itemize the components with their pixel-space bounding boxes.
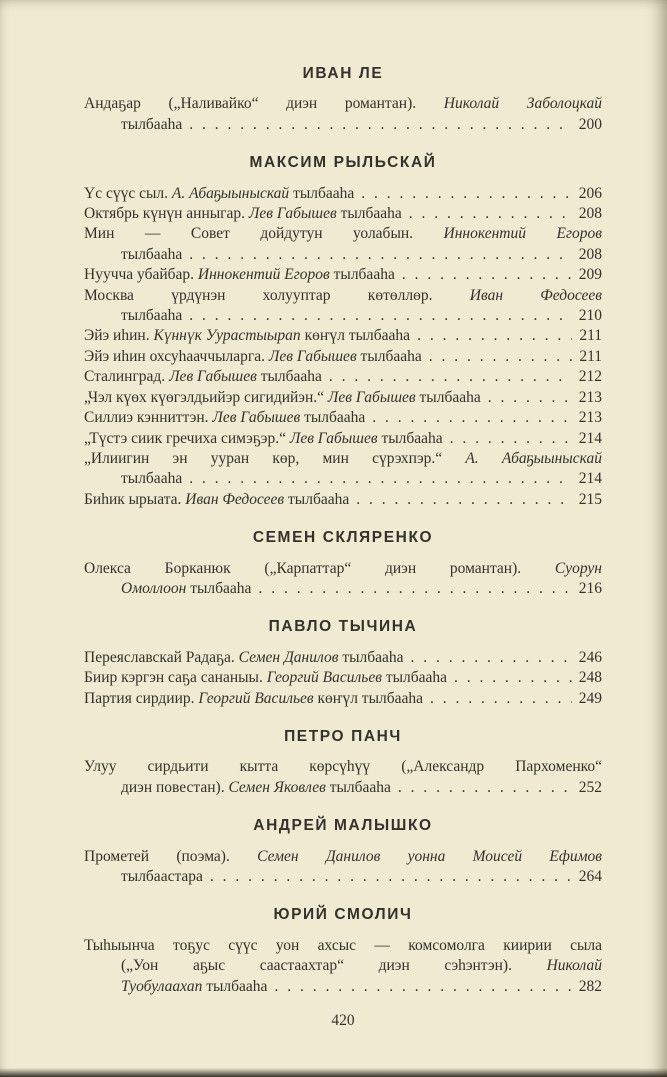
toc-entry [84,648,602,668]
entry-text-run: тылбааһа [300,409,366,427]
entry-text [84,668,447,688]
toc-entry [84,347,602,367]
entry-page-number: 214 [578,429,602,447]
entry-text [84,490,349,510]
entry-text [121,957,602,974]
toc-entry-line [84,367,602,387]
entry-page-number: 208 [578,245,602,263]
entry-text-run: көҥүл тылбааһа [300,327,411,345]
entry-text-run: Тыһыынча тоҕус сүүс уон ахсыс — комсомолга киирии сыла [84,936,602,954]
entry-page-number: 210 [578,307,602,325]
toc-entry-line [84,204,602,224]
dot-leader [258,579,572,599]
entry-text-run: Биир кэргэн саҕа сананыы. [84,669,267,687]
translator-name: Иннокентий Егоров [197,266,330,284]
toc-entry [84,224,602,265]
toc-entry-line [84,115,602,135]
toc-entry [84,449,602,490]
translator-name: А. Абаҕыыныскай [465,449,602,467]
entry-text-run: („Уон аҕыс саастаахтар“ диэн сэһэнтэн). [121,957,547,975]
toc-entry-line [84,265,602,285]
entry-text-run: тылбааһа [202,977,268,995]
entry-text-run: тылбааһа [121,115,183,133]
entry-text-run: тылбааһа [377,429,443,447]
toc-entry [84,490,602,510]
entry-text [84,347,422,367]
toc-entry-line [84,648,602,668]
toc-entry-line [84,977,602,997]
entry-text-run: Андаҕар („Наливайко“ диэн романтан). [84,95,444,113]
toc-entry-line [84,689,602,709]
toc-entry [84,388,602,408]
section-heading: ИВАН ЛЕ [302,65,384,82]
toc-entry-line [84,245,602,265]
toc-entry-line [84,347,602,367]
entry-text-run: Биһик ырыата. [84,490,186,508]
dot-leader [454,668,572,688]
entry-text-run: Эйэ иһин. [84,327,154,345]
toc-entry-line [84,469,602,489]
entry-text-run: тылбааһа [415,388,481,406]
entry-text [121,977,267,997]
dot-leader [402,265,572,285]
entry-text-run: Переяславскай Радаҕа. [84,648,239,666]
entry-text-run: тылбааһа [338,648,404,666]
section-heading: ПАВЛО ТЫЧИНА [268,618,418,636]
toc-entry-line [84,286,602,306]
entry-text [84,225,602,242]
entry-text-run: „Түстэ сиик гречиха симэҕэр.“ [84,429,290,447]
entry-text-run: Силлиэ кэнниттэн. [84,409,213,427]
table-of-contents [84,64,602,1031]
entry-text-run: Эйэ иһин охсуһааччыларга. [84,347,269,365]
entry-text-run: тылбааһа [336,205,402,223]
entry-text-run: Мин — Совет дойдутун уолабын. [84,225,444,243]
dot-leader [189,115,572,135]
toc-entry [84,668,602,688]
toc-entry [84,367,602,387]
entry-text-run: тылбааһа [121,470,183,488]
entry-text [84,429,443,449]
dot-leader [372,408,572,428]
toc-entry-line [84,757,602,777]
entry-text-run: Нуучча убайбар. [84,266,198,284]
entry-text-run: Москва үрдүнэн холууптар көтөллөр. [84,286,470,304]
entry-text-run: Прометей (поэма). [84,847,258,865]
translator-name: Иван Федосеев [185,490,285,508]
entry-text [84,287,602,304]
entry-text [84,848,602,865]
entry-page-number: 252 [578,778,602,796]
translator-name: Семен Данилов [238,648,339,666]
translator-name: Лев Габышев [327,388,416,406]
entry-text [121,579,251,599]
entry-page-number: 249 [578,689,602,707]
entry-text [121,306,182,326]
dot-leader [417,326,572,346]
entry-page-number: 206 [578,184,602,202]
toc-entry-line [84,579,602,599]
section-heading: АНДРЕЙ МАЛЫШКО [253,817,433,835]
dot-leader [398,778,572,798]
toc-entry-line [84,224,602,244]
entry-text [84,648,404,668]
translator-name: Иван Федосеев [469,286,603,304]
toc-entry-line [84,490,602,510]
entry-text [84,204,402,224]
entry-text [84,367,322,387]
section-heading: ЮРИЙ СМОЛИЧ [273,906,413,924]
entry-text [84,265,395,285]
entry-text [121,778,391,798]
dot-leader [189,306,572,326]
entry-text [84,937,602,954]
toc-entry [84,847,602,888]
translator-name: Георгий Васильев [266,669,382,687]
section-heading: МАКСИМ РЫЛЬСКАЙ [249,154,437,172]
entry-text-run: тылбааһа [325,778,391,796]
entry-page-number: 214 [578,470,602,488]
entry-text-run: „Чэл күөх күөгэлдьийэр сигидийэн.“ [84,388,328,406]
entry-text-run: тылбааһа [381,669,448,687]
toc-entry-line [84,429,602,449]
translator-name: Лев Габышев [248,205,337,223]
toc-sections [84,64,602,997]
entry-text [84,388,481,408]
toc-entry [84,689,602,709]
translator-name: Николай Заболоцкай [443,95,602,113]
entry-text-run: диэн повестан). [121,778,229,796]
translator-name: Георгий Васильев [198,689,314,707]
entry-page-number: 208 [578,205,602,223]
section-heading: СЕМЕН СКЛЯРЕНКО [252,529,434,547]
toc-entry [84,326,602,346]
entry-text-run: тылбааһа [121,307,183,325]
translator-name: Лев Габышев [268,347,357,365]
entry-text-run: тылбаастара [121,868,203,885]
entry-text [121,867,203,887]
entry-text [121,115,182,135]
dot-leader [356,490,572,510]
entry-text [84,450,602,467]
dot-leader [430,689,572,709]
toc-entry-line [84,668,602,688]
entry-text-run: „Илиигин эн ууран көр, мин сүрэхпэр.“ [84,449,466,467]
toc-entry [84,94,602,135]
toc-entry-line [84,408,602,428]
translator-name: А. Абаҕыыныскай [171,184,290,202]
translator-name: Омоллоон [121,579,187,597]
dot-leader [329,367,572,387]
dot-leader [189,469,572,489]
entry-page-number: 200 [578,115,602,133]
section-heading: ПЕТРО ПАНЧ [284,727,402,745]
translator-name: Лев Габышев [289,429,378,447]
dot-leader [488,388,572,408]
toc-entry-line [84,867,602,887]
translator-name: Николай [546,957,602,975]
entry-text-run: Олекса Борканюк („Карпаттар“ диэн романтан). [84,559,555,577]
toc-entry [84,286,602,327]
toc-entry-line [84,778,602,798]
translator-name: Туобулаахап [121,977,203,995]
translator-name: Суорун [554,559,602,577]
toc-entry [84,408,602,428]
entry-text-run: тылбааһа [256,368,322,386]
toc-entry [84,429,602,449]
entry-text [84,408,365,428]
entry-text-run: тылбааһа [289,184,355,202]
toc-entry [84,757,602,798]
entry-text-run: Сталинград. [84,368,170,386]
entry-text-run: Партия сирдиир. [84,689,199,707]
entry-page-number: 264 [578,868,602,885]
entry-page-number: 212 [578,368,602,386]
entry-text [84,95,602,112]
toc-entry-line [84,956,602,976]
translator-name: Иннокентий Егоров [443,225,602,243]
toc-entry [84,204,602,224]
translator-name: Семен Данилов уонна Моисей Ефимов [257,847,602,865]
entry-text [84,560,602,577]
entry-text [84,758,602,775]
entry-page-number: 248 [578,669,602,687]
toc-entry-line [84,936,602,956]
entry-text-run: Улуу сирдьити кытта көрсүһүү („Александр Пархоменко“ [84,758,602,776]
entry-page-number: 216 [578,579,602,597]
dot-leader [450,429,572,449]
entry-text-run: тылбааһа [284,490,350,508]
entry-text-run: Октябрь күнүн анныгар. [84,205,249,223]
entry-text [84,184,354,204]
entry-page-number: 211 [579,327,602,345]
toc-entry-line [84,326,602,346]
dot-leader [189,245,572,265]
entry-page-number: 246 [578,648,602,666]
toc-entry-line [84,306,602,326]
entry-text-run: тылбааһа [121,245,183,263]
entry-page-number: 211 [579,347,602,365]
translator-name: Лев Габышев [212,409,301,427]
toc-entry-line [84,388,602,408]
toc-entry-line [84,449,602,469]
dot-leader [210,867,572,887]
entry-text [121,469,182,489]
entry-text [84,689,423,709]
translator-name: Семен Яковлев [228,778,326,796]
entry-page-number: 209 [578,266,602,284]
page-folio: 420 [331,1012,355,1030]
entry-page-number: 213 [578,409,602,427]
toc-entry-line [84,184,602,204]
dot-leader [274,977,572,997]
entry-page-number: 282 [578,977,602,995]
toc-entry [84,559,602,600]
dot-leader [361,184,572,204]
dot-leader [409,204,572,224]
entry-text-run: тылбааһа [186,579,252,597]
entry-page-number: 213 [578,388,602,406]
translator-name: Лев Габышев [169,368,257,386]
entry-text [84,326,410,346]
toc-entry [84,184,602,204]
entry-text-run: тылбааһа [329,266,395,284]
entry-page-number: 215 [578,490,602,508]
entry-text-run: тылбааһа [356,347,422,365]
toc-entry-line [84,94,602,114]
toc-entry [84,936,602,997]
toc-entry-line [84,559,602,579]
entry-text-run: көҥүл тылбааһа [313,689,423,707]
toc-entry [84,265,602,285]
entry-text-run: Үс сүүс сыл. [84,184,172,202]
entry-text [121,245,182,265]
translator-name: Күннүк Уурастыырап [153,327,301,345]
dot-leader [429,347,572,367]
dot-leader [411,648,572,668]
toc-entry-line [84,847,602,867]
